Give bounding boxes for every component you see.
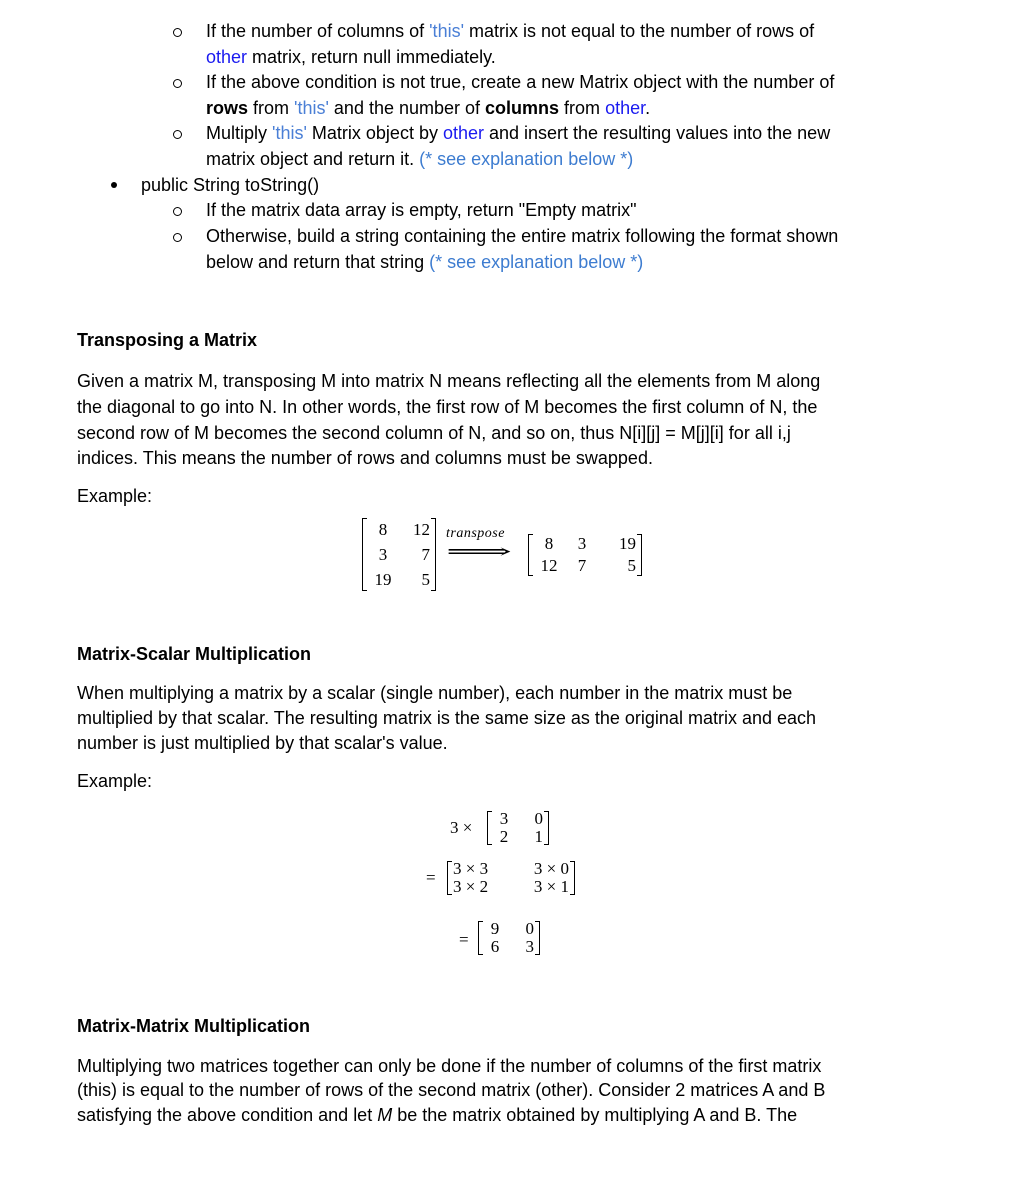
this-ref: 'this' — [429, 21, 465, 41]
matrix-cell: 19 — [374, 570, 392, 589]
matrix-cell: 6 — [490, 937, 500, 956]
italic-var: M — [377, 1105, 393, 1125]
matrix-a — [487, 810, 549, 846]
bold-text: rows — [206, 98, 249, 118]
bullet-circle-icon — [173, 28, 182, 37]
bullet-circle-icon — [173, 79, 182, 88]
list-item — [206, 225, 838, 247]
matrix-cell: 2 — [499, 827, 509, 846]
other-ref: other — [605, 98, 646, 118]
text: Otherwise, build a string containing the entire matrix following the format shown — [206, 226, 839, 246]
matrix-cell: 3 × 3 — [453, 859, 489, 878]
list-item-cont — [206, 97, 650, 119]
paragraph-line: the diagonal to go into N. In other words, the first row of M becomes the first column of N, the — [77, 397, 818, 417]
matrix-cell: 8 — [378, 520, 388, 539]
see-explanation-note: (* see explanation below *) — [429, 252, 644, 272]
paragraph-line: Multiplying two matrices together can only be done if the number of columns of the first matrix — [77, 1056, 822, 1076]
arrow-label: transpose — [446, 526, 505, 541]
text: matrix, return null immediately. — [247, 47, 496, 67]
example-label: Example: — [77, 771, 153, 791]
list-item-cont — [206, 46, 496, 68]
section-heading-transpose: Transposing a Matrix — [77, 330, 258, 350]
equals-sign: = — [426, 868, 436, 887]
method-signature: public String toString() — [141, 175, 320, 195]
matrix-cell: 0 — [525, 919, 534, 938]
section-heading-matmul: Matrix-Matrix Multiplication — [77, 1016, 311, 1036]
text: below and return that string — [206, 252, 430, 272]
matrix-output — [528, 533, 642, 577]
text: matrix object and return it. — [206, 149, 420, 169]
text: from — [248, 98, 295, 118]
matrix-cell: 3 × 0 — [533, 859, 569, 878]
text: be the matrix obtained by multiplying A and B. The — [392, 1105, 798, 1125]
text: from — [559, 98, 606, 118]
matrix-b — [447, 860, 575, 896]
text: If the number of columns of — [206, 21, 430, 41]
example-label: Example: — [77, 486, 153, 506]
paragraph-line: indices. This means the number of rows and columns must be swapped. — [77, 448, 653, 468]
paragraph-line: When multiplying a matrix by a scalar (single number), each number in the matrix must be — [77, 683, 793, 703]
matrix-cell: 1 — [534, 827, 543, 846]
list-item-cont — [206, 148, 633, 170]
section-heading-scalar: Matrix-Scalar Multiplication — [77, 644, 312, 664]
this-ref: 'this' — [272, 123, 307, 143]
paragraph-line: multiplied by that scalar. The resulting matrix is the same size as the original matrix and each — [77, 708, 817, 728]
text: If the matrix data array is empty, return "Empty matrix" — [206, 200, 637, 220]
list-item-cont — [206, 251, 643, 273]
matrix-cell: 3 — [577, 534, 587, 553]
implies-arrow-icon: ⟹ — [446, 541, 512, 563]
matrix-cell: 7 — [421, 545, 430, 564]
text: and insert the resulting values into the new — [483, 123, 831, 143]
matrix-cell: 3 × 2 — [453, 877, 489, 896]
list-item — [206, 20, 814, 42]
bullet-circle-icon — [173, 233, 182, 242]
text: and the number of — [328, 98, 486, 118]
paragraph-line: Given a matrix M, transposing M into matrix N means reflecting all the elements from M along — [77, 371, 821, 391]
matrix-cell: 3 — [378, 545, 388, 564]
equals-sign: = — [459, 930, 469, 949]
scalar-prefix: 3 × — [450, 818, 473, 837]
matrix-c — [478, 920, 540, 956]
matrix-cell: 12 — [413, 520, 430, 539]
bullet-circle-icon — [173, 207, 182, 216]
text: If the above condition is not true, create a new Matrix object with the number of — [206, 72, 835, 92]
matrix-cell: 3 — [499, 809, 509, 828]
paragraph-line: number is just multiplied by that scalar's value. — [77, 733, 448, 753]
list-item — [206, 199, 637, 221]
matrix-cell: 19 — [619, 534, 636, 553]
matrix-cell: 12 — [540, 556, 558, 575]
text: Multiply — [206, 123, 273, 143]
bullet-dot-icon — [111, 182, 117, 188]
other-ref: other — [442, 123, 484, 143]
matrix-cell: 7 — [577, 556, 587, 575]
paragraph-line: second row of M becomes the second column of N, and so on, thus N[i][j] = M[j][i] for all i,j — [77, 423, 791, 443]
matrix-cell: 3 — [525, 937, 534, 956]
list-item — [206, 71, 834, 93]
matrix-cell: 5 — [627, 556, 636, 575]
other-ref: other — [206, 47, 248, 67]
text: Matrix object by — [306, 123, 443, 143]
matrix-cell: 0 — [534, 809, 543, 828]
matrix-cell: 9 — [490, 919, 500, 938]
text: satisfying the above condition and let — [77, 1105, 378, 1125]
matrix-cell: 5 — [421, 570, 430, 589]
bold-text: columns — [485, 98, 560, 118]
matrix-cell: 3 × 1 — [533, 877, 569, 896]
matrix-cell: 8 — [544, 534, 554, 553]
see-explanation-note: (* see explanation below *) — [419, 149, 634, 169]
matrix-input — [362, 517, 436, 592]
text: matrix is not equal to the number of rows of — [464, 21, 815, 41]
list-item — [206, 122, 830, 144]
paragraph-line: (this) is equal to the number of rows of the second matrix (other). Consider 2 matrices A and B — [77, 1080, 826, 1100]
text: . — [645, 98, 651, 118]
paragraph-line — [77, 1104, 797, 1126]
this-ref: 'this' — [294, 98, 329, 118]
bullet-circle-icon — [173, 130, 182, 139]
